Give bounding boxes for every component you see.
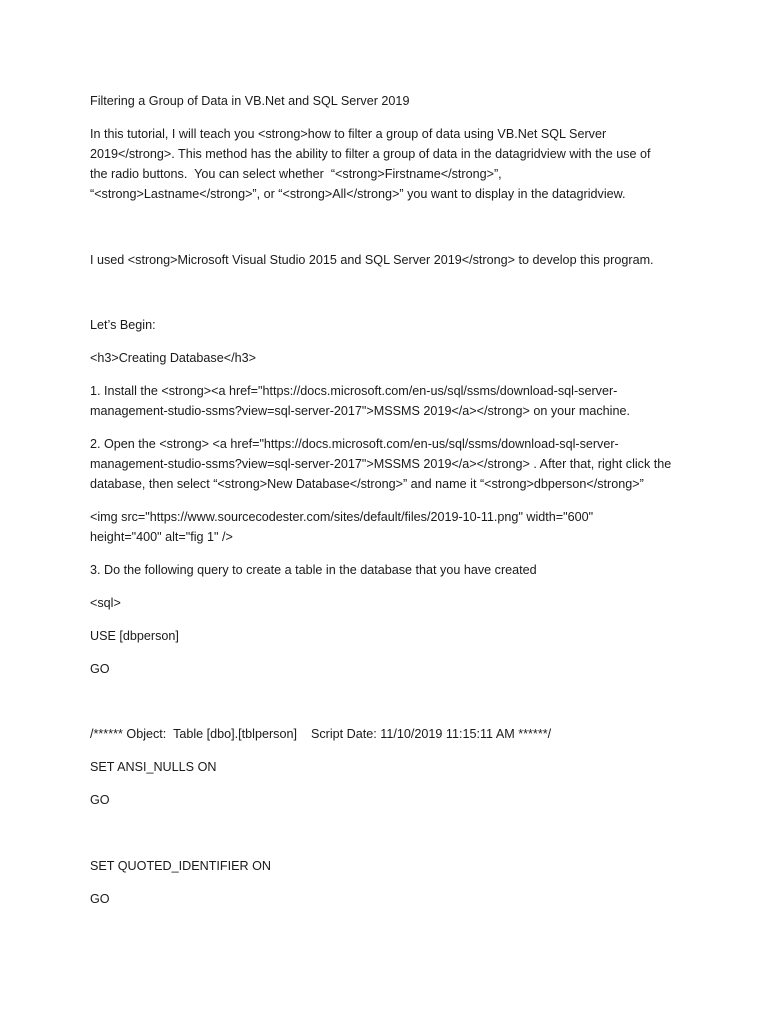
section-heading-creating-database: <h3>Creating Database</h3>: [90, 351, 256, 365]
step-3-text: 3. Do the following query to create a table in the database that you have created: [90, 563, 537, 577]
sql-set-quoted-identifier: SET QUOTED_IDENTIFIER ON: [90, 859, 271, 873]
intro-line: “<strong>Lastname</strong>”, or “<strong>All</strong>” you want to display in the datagridview.: [90, 187, 626, 201]
step-2-line: management-studio-ssms?view=sql-server-2017">MSSMS 2019</a></strong> . After that, right click the: [90, 457, 672, 471]
intro-line: 2019</strong>. This method has the ability to filter a group of data in the datagridview with the use of: [90, 147, 651, 161]
lets-begin-text: Let’s Begin:: [90, 318, 156, 332]
intro-line: In this tutorial, I will teach you <strong>how to filter a group of data using VB.Net SQL Server: [90, 127, 607, 141]
sql-object-comment: /****** Object: Table [dbo].[tblperson] Script Date: 11/10/2019 11:15:11 AM ******/: [90, 727, 552, 741]
intro-line: the radio buttons. You can select whether “<strong>Firstname</strong>”,: [90, 167, 502, 181]
sql-go-statement: GO: [90, 892, 110, 906]
document-title: Filtering a Group of Data in VB.Net and SQL Server 2019: [90, 94, 410, 108]
img-tag-line: <img src="https://www.sourcecodester.com/sites/default/files/2019-10-11.png" width="600": [90, 510, 594, 524]
img-tag-line: height="400" alt="fig 1" />: [90, 530, 233, 544]
sql-open-tag: <sql>: [90, 596, 121, 610]
step-2-line: database, then select “<strong>New Database</strong>” and name it “<strong>dbperson</strong>”: [90, 477, 644, 491]
sql-use-statement: USE [dbperson]: [90, 629, 179, 643]
sql-go-statement: GO: [90, 793, 110, 807]
sql-go-statement: GO: [90, 662, 110, 676]
step-1-line: management-studio-ssms?view=sql-server-2017">MSSMS 2019</a></strong> on your machine.: [90, 404, 630, 418]
step-1-line: 1. Install the <strong><a href="https://docs.microsoft.com/en-us/sql/ssms/download-sql-server-: [90, 384, 618, 398]
tools-paragraph: I used <strong>Microsoft Visual Studio 2015 and SQL Server 2019</strong> to develop this program.: [90, 253, 654, 267]
step-2-line: 2. Open the <strong> <a href="https://docs.microsoft.com/en-us/sql/ssms/download-sql-server-: [90, 437, 619, 451]
sql-set-ansi-nulls: SET ANSI_NULLS ON: [90, 760, 217, 774]
